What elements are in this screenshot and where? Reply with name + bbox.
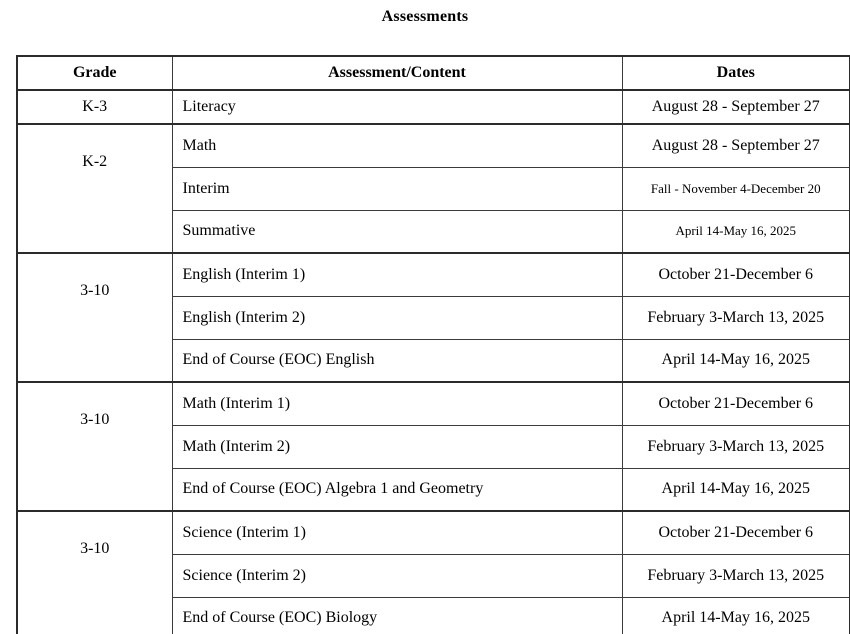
table-header-row xyxy=(17,56,850,90)
dates-cell: Fall - November 4-December 20 xyxy=(622,167,850,210)
dates-cell: April 14-May 16, 2025 xyxy=(622,597,850,634)
dates-cell: February 3-March 13, 2025 xyxy=(622,425,850,468)
page-title: Assessments xyxy=(381,8,469,25)
content-cell: Science (Interim 1) xyxy=(172,511,622,554)
content-cell: English (Interim 1) xyxy=(172,253,622,296)
content-cell: Math xyxy=(172,124,622,167)
dates-cell: February 3-March 13, 2025 xyxy=(622,554,850,597)
table-row xyxy=(17,90,850,124)
dates-cell: April 14-May 16, 2025 xyxy=(622,468,850,511)
content-cell: End of Course (EOC) English xyxy=(172,339,622,382)
column-header-assessment-content: Assessment/Content xyxy=(172,56,622,90)
content-cell: Summative xyxy=(172,210,622,253)
content-cell: End of Course (EOC) Algebra 1 and Geometry xyxy=(172,468,622,511)
table-row xyxy=(17,253,850,296)
content-cell: English (Interim 2) xyxy=(172,296,622,339)
dates-cell: October 21-December 6 xyxy=(622,382,850,425)
dates-cell: October 21-December 6 xyxy=(622,253,850,296)
content-cell: Math (Interim 2) xyxy=(172,425,622,468)
grade-cell: 3-10 xyxy=(17,253,172,382)
table-row xyxy=(17,382,850,425)
column-header-grade: Grade xyxy=(17,56,172,90)
table-body xyxy=(17,90,850,634)
table-row xyxy=(17,511,850,554)
dates-cell: August 28 - September 27 xyxy=(622,124,850,167)
column-header-dates: Dates xyxy=(622,56,850,90)
content-cell: Science (Interim 2) xyxy=(172,554,622,597)
grade-cell: 3-10 xyxy=(17,382,172,511)
content-cell: Math (Interim 1) xyxy=(172,382,622,425)
content-cell: End of Course (EOC) Biology xyxy=(172,597,622,634)
content-cell: Interim xyxy=(172,167,622,210)
dates-cell: August 28 - September 27 xyxy=(622,90,850,124)
table-row xyxy=(17,124,850,167)
grade-cell: K-2 xyxy=(17,124,172,253)
dates-cell: October 21-December 6 xyxy=(622,511,850,554)
dates-cell: April 14-May 16, 2025 xyxy=(622,339,850,382)
grade-cell: K-3 xyxy=(17,90,172,124)
assessments-table xyxy=(16,55,850,634)
content-cell: Literacy xyxy=(172,90,622,124)
grade-cell: 3-10 xyxy=(17,511,172,634)
dates-cell: April 14-May 16, 2025 xyxy=(622,210,850,253)
dates-cell: February 3-March 13, 2025 xyxy=(622,296,850,339)
